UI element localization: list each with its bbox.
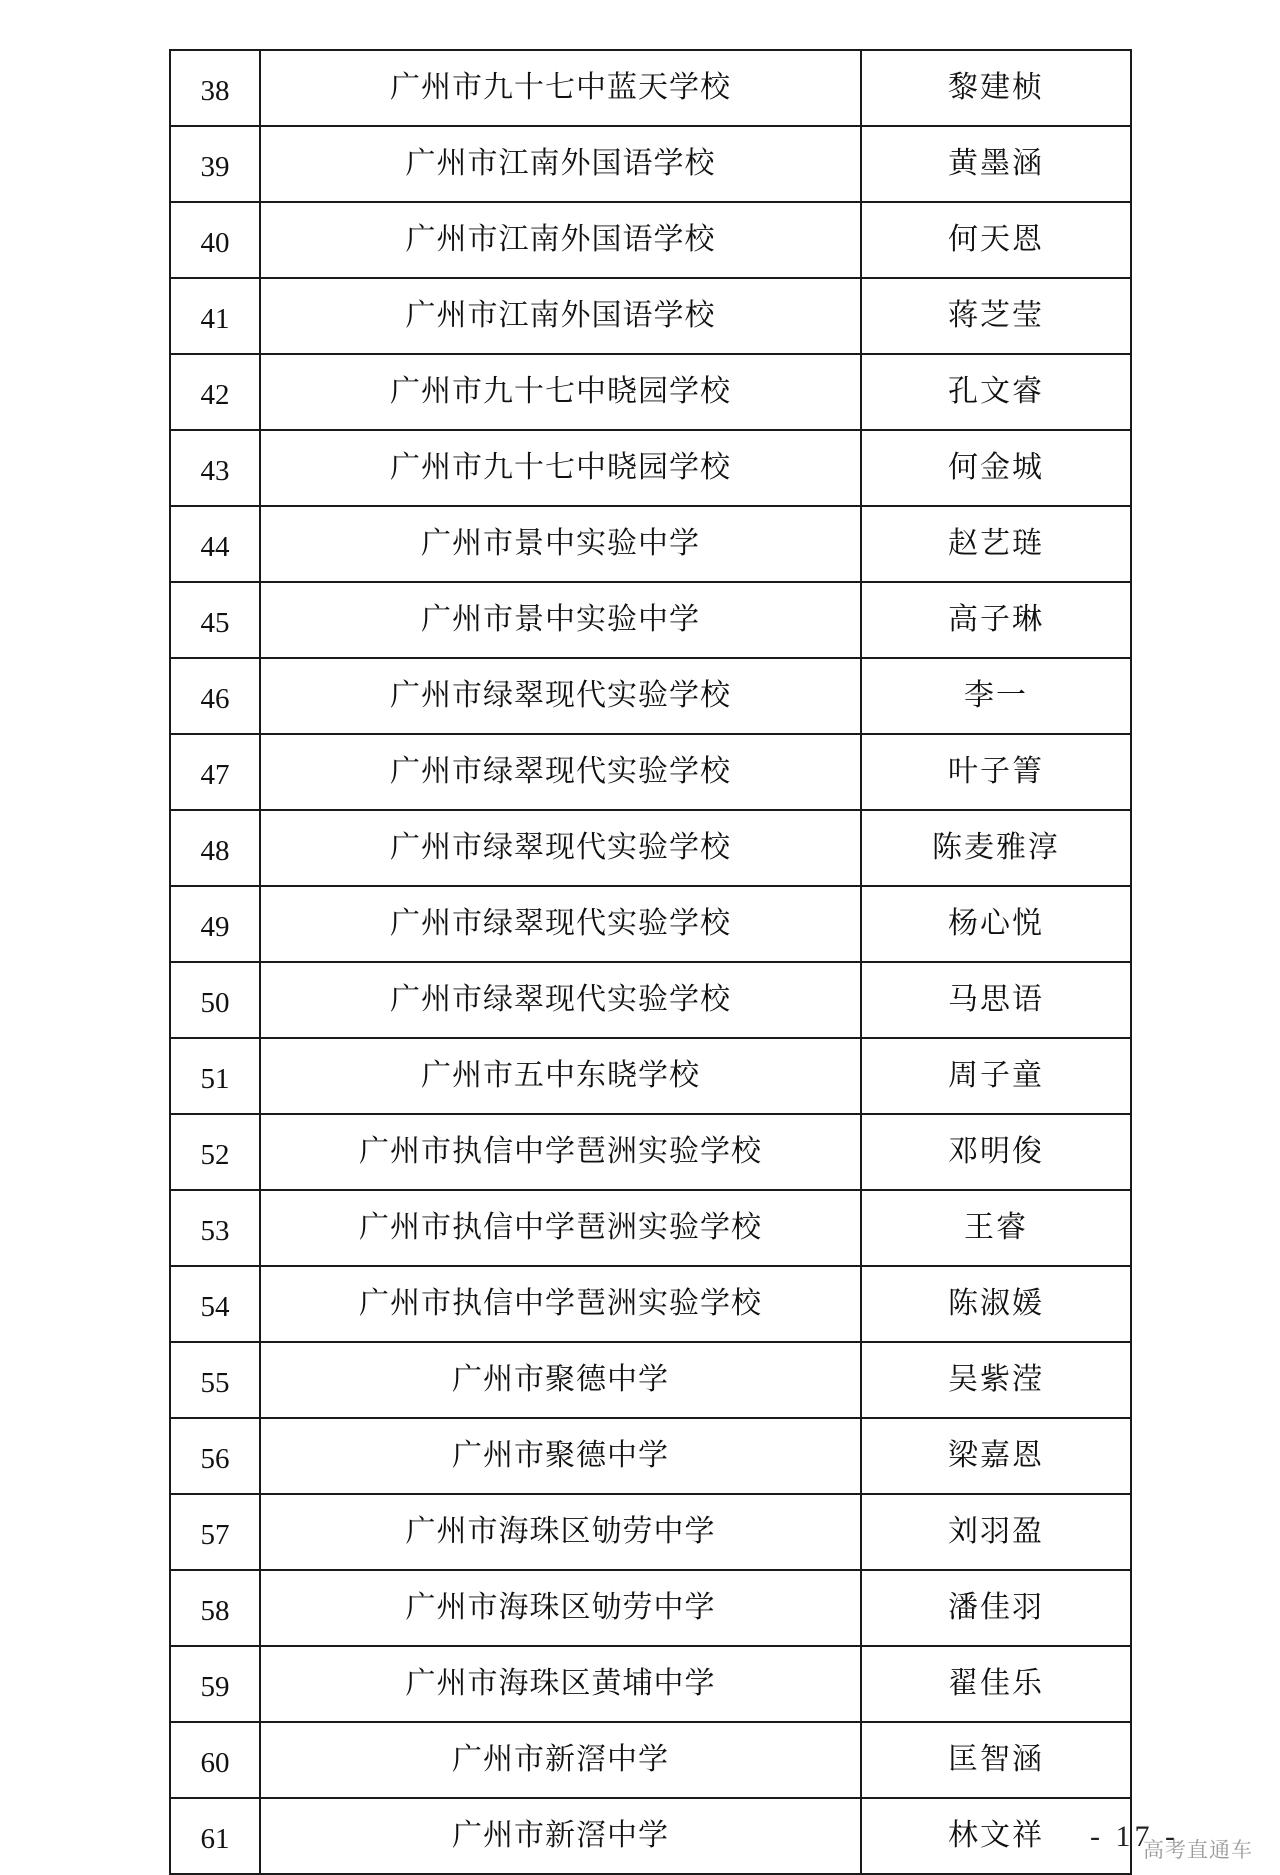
table-row — [170, 202, 1131, 278]
table-row — [170, 1342, 1131, 1418]
table-row — [170, 354, 1131, 430]
student-name-cell: 何天恩 — [861, 202, 1131, 278]
student-name-cell: 陈淑媛 — [861, 1266, 1131, 1342]
row-number-cell: 51 — [170, 1038, 260, 1114]
school-name-cell: 广州市五中东晓学校 — [260, 1038, 861, 1114]
school-name-cell: 广州市绿翠现代实验学校 — [260, 658, 861, 734]
table-row — [170, 126, 1131, 202]
school-name-cell: 广州市执信中学琶洲实验学校 — [260, 1266, 861, 1342]
table-row — [170, 582, 1131, 658]
table-row — [170, 810, 1131, 886]
school-name-cell: 广州市执信中学琶洲实验学校 — [260, 1190, 861, 1266]
row-number-cell: 55 — [170, 1342, 260, 1418]
table-row — [170, 962, 1131, 1038]
student-name-cell: 孔文睿 — [861, 354, 1131, 430]
school-name-cell: 广州市九十七中蓝天学校 — [260, 50, 861, 126]
row-number-cell: 58 — [170, 1570, 260, 1646]
student-name-cell: 匡智涵 — [861, 1722, 1131, 1798]
row-number-cell: 57 — [170, 1494, 260, 1570]
row-number-cell: 43 — [170, 430, 260, 506]
student-name-cell: 陈麦雅淳 — [861, 810, 1131, 886]
school-name-cell: 广州市绿翠现代实验学校 — [260, 734, 861, 810]
school-name-cell: 广州市海珠区劬劳中学 — [260, 1570, 861, 1646]
table-row — [170, 50, 1131, 126]
school-name-cell: 广州市九十七中晓园学校 — [260, 430, 861, 506]
student-name-cell: 赵艺琏 — [861, 506, 1131, 582]
student-name-cell: 梁嘉恩 — [861, 1418, 1131, 1494]
student-name-cell: 周子童 — [861, 1038, 1131, 1114]
table-row — [170, 1114, 1131, 1190]
student-name-cell: 刘羽盈 — [861, 1494, 1131, 1570]
school-name-cell: 广州市执信中学琶洲实验学校 — [260, 1114, 861, 1190]
table-row — [170, 886, 1131, 962]
row-number-cell: 39 — [170, 126, 260, 202]
student-name-cell: 王睿 — [861, 1190, 1131, 1266]
table-row — [170, 658, 1131, 734]
table-row — [170, 506, 1131, 582]
student-name-cell: 邓明俊 — [861, 1114, 1131, 1190]
school-name-cell: 广州市江南外国语学校 — [260, 126, 861, 202]
table-row — [170, 278, 1131, 354]
school-name-cell: 广州市景中实验中学 — [260, 582, 861, 658]
table-row — [170, 734, 1131, 810]
table-row — [170, 1722, 1131, 1798]
school-name-cell: 广州市绿翠现代实验学校 — [260, 962, 861, 1038]
school-name-cell: 广州市九十七中晓园学校 — [260, 354, 861, 430]
school-name-cell: 广州市聚德中学 — [260, 1342, 861, 1418]
row-number-cell: 46 — [170, 658, 260, 734]
school-name-cell: 广州市新滘中学 — [260, 1798, 861, 1874]
table-row — [170, 1266, 1131, 1342]
school-name-cell: 广州市海珠区黄埔中学 — [260, 1646, 861, 1722]
row-number-cell: 44 — [170, 506, 260, 582]
page-number: - 17 - — [1090, 1820, 1179, 1853]
row-number-cell: 40 — [170, 202, 260, 278]
row-number-cell: 50 — [170, 962, 260, 1038]
row-number-cell: 45 — [170, 582, 260, 658]
row-number-cell: 52 — [170, 1114, 260, 1190]
student-name-cell: 翟佳乐 — [861, 1646, 1131, 1722]
school-name-cell: 广州市聚德中学 — [260, 1418, 861, 1494]
table-row — [170, 1646, 1131, 1722]
table-row — [170, 1798, 1131, 1874]
student-name-cell: 蒋芝莹 — [861, 278, 1131, 354]
school-name-cell: 广州市景中实验中学 — [260, 506, 861, 582]
student-name-cell: 潘佳羽 — [861, 1570, 1131, 1646]
student-name-cell: 何金城 — [861, 430, 1131, 506]
table-row — [170, 1418, 1131, 1494]
table-row — [170, 1570, 1131, 1646]
student-name-cell: 马思语 — [861, 962, 1131, 1038]
student-name-cell: 吴紫滢 — [861, 1342, 1131, 1418]
roster-body — [170, 50, 1131, 1874]
row-number-cell: 41 — [170, 278, 260, 354]
table-row — [170, 430, 1131, 506]
student-name-cell: 黄墨涵 — [861, 126, 1131, 202]
table-row — [170, 1038, 1131, 1114]
school-name-cell: 广州市江南外国语学校 — [260, 202, 861, 278]
school-name-cell: 广州市绿翠现代实验学校 — [260, 886, 861, 962]
row-number-cell: 60 — [170, 1722, 260, 1798]
student-name-cell: 林文祥 — [861, 1798, 1131, 1874]
school-name-cell: 广州市江南外国语学校 — [260, 278, 861, 354]
student-name-cell: 李一 — [861, 658, 1131, 734]
student-name-cell: 高子琳 — [861, 582, 1131, 658]
table-row — [170, 1494, 1131, 1570]
student-name-cell: 黎建桢 — [861, 50, 1131, 126]
school-name-cell: 广州市新滘中学 — [260, 1722, 861, 1798]
row-number-cell: 59 — [170, 1646, 260, 1722]
watermark-text: 高考直通车 — [1143, 1838, 1253, 1862]
row-number-cell: 42 — [170, 354, 260, 430]
row-number-cell: 56 — [170, 1418, 260, 1494]
row-number-cell: 61 — [170, 1798, 260, 1874]
row-number-cell: 49 — [170, 886, 260, 962]
school-name-cell: 广州市海珠区劬劳中学 — [260, 1494, 861, 1570]
student-name-cell: 叶子箐 — [861, 734, 1131, 810]
row-number-cell: 47 — [170, 734, 260, 810]
row-number-cell: 38 — [170, 50, 260, 126]
row-number-cell: 54 — [170, 1266, 260, 1342]
student-name-cell: 杨心悦 — [861, 886, 1131, 962]
school-name-cell: 广州市绿翠现代实验学校 — [260, 810, 861, 886]
table-row — [170, 1190, 1131, 1266]
row-number-cell: 48 — [170, 810, 260, 886]
roster-table — [169, 49, 1132, 1875]
row-number-cell: 53 — [170, 1190, 260, 1266]
